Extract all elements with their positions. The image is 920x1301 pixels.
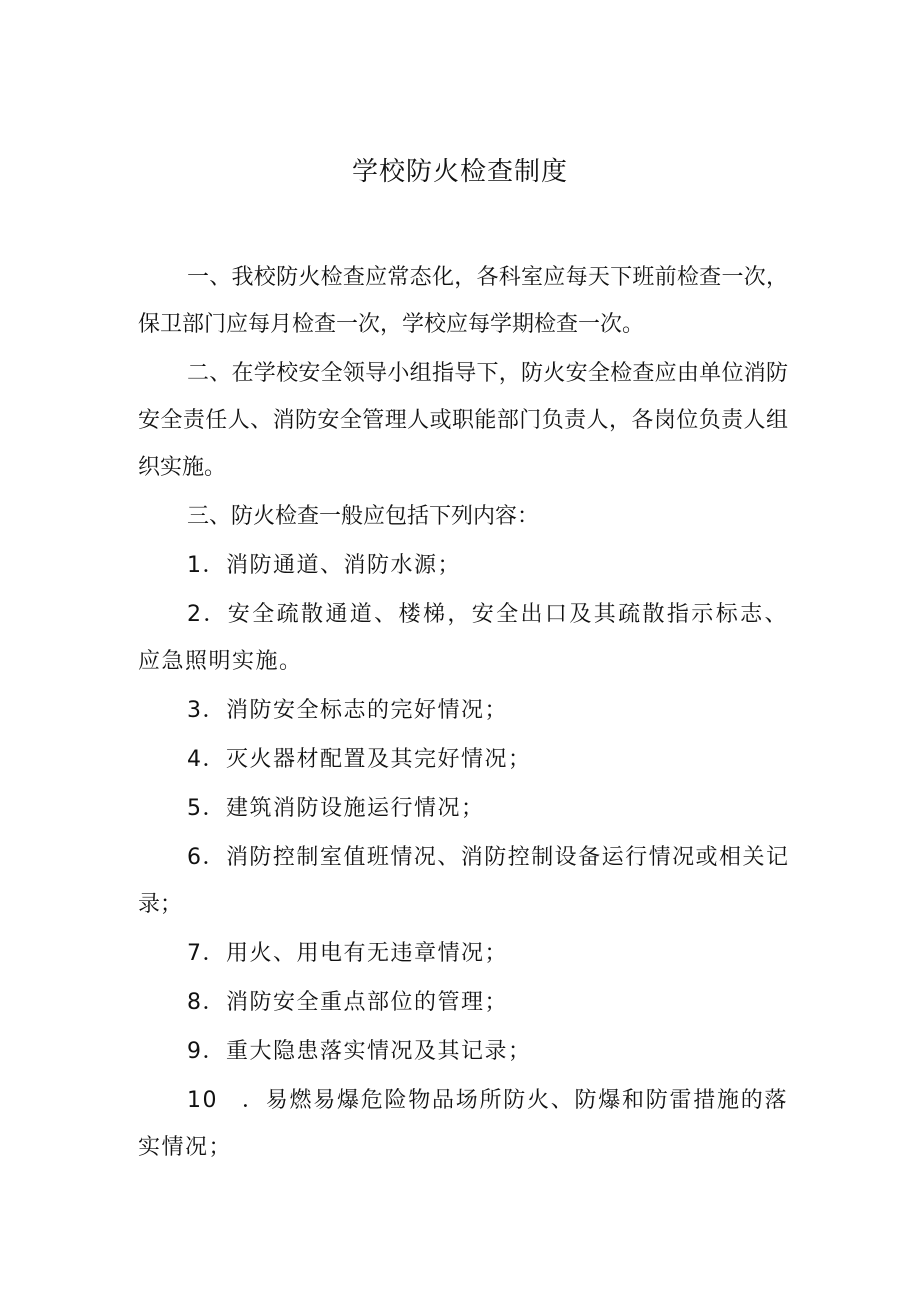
list-item-7: 7．用火、用电有无违章情况； bbox=[187, 941, 508, 966]
list-item-9: 9．重大隐患落实情况及其记录； bbox=[187, 1039, 532, 1064]
list-item-3: 3．消防安全标志的完好情况； bbox=[187, 698, 508, 723]
list-item-10: 10 ．易燃易爆危险物品场所防火、防爆和防雷措施的落实情况； bbox=[138, 1088, 788, 1160]
paragraph-2: 二、在学校安全领导小组指导下，防火安全检查应由单位消防安全责任人、消防安全管理人或职能部门负责人，各岗位负责人组织实施。 bbox=[138, 361, 788, 480]
list-item-6: 6．消防控制室值班情况、消防控制设备运行情况或相关记录； bbox=[138, 845, 788, 917]
paragraph-1: 一、我校防火检查应常态化，各科室应每天下班前检查一次，保卫部门应每月检查一次，学校应每学期检查一次。 bbox=[138, 265, 788, 337]
document-title: 学校防火检查制度 bbox=[351, 157, 568, 187]
list-item-5: 5．建筑消防设施运行情况； bbox=[187, 796, 485, 821]
list-item-4: 4．灭火器材配置及其完好情况； bbox=[187, 747, 532, 772]
paragraph-3: 三、防火检查一般应包括下列内容： bbox=[187, 504, 540, 529]
list-item-1: 1．消防通道、消防水源； bbox=[187, 553, 461, 578]
list-item-2: 2．安全疏散通道、楼梯，安全出口及其疏散指示标志、应急照明实施。 bbox=[138, 602, 788, 674]
list-item-8: 8．消防安全重点部位的管理； bbox=[187, 990, 508, 1015]
document-body bbox=[138, 254, 788, 1171]
